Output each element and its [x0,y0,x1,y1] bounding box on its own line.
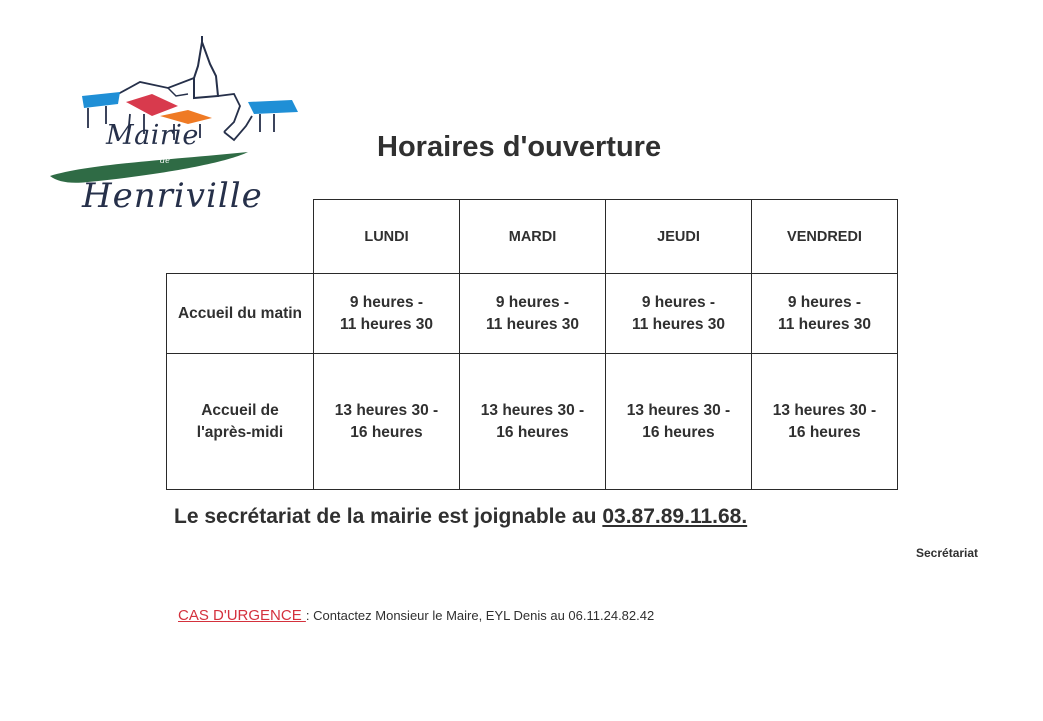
hours-line: 16 heures [350,423,423,441]
opening-hours-table [166,199,898,490]
row-label-line: l'après-midi [196,423,284,441]
hours-line: 13 heures 30 - [480,401,585,419]
row-label-morning [167,274,314,354]
urgence-text: Contactez Monsieur le Maire, EYL Denis au 06.11.24.82.42 [313,608,655,623]
hours-cell [752,274,898,354]
logo-text-de: de [160,156,170,165]
hours-line: 11 heures 30 [339,315,434,333]
hours-line: 13 heures 30 - [334,401,439,419]
day-header: LUNDI [314,200,460,274]
hours-line: 9 heures - [495,293,570,311]
row-label-line: Accueil de [201,401,279,419]
table-header-row [167,200,898,274]
hours-line: 16 heures [788,423,861,441]
row-label-afternoon [167,354,314,490]
hours-cell [314,274,460,354]
contact-text: Le secrétariat de la mairie est joignable au [174,505,603,528]
hours-line: 16 heures [496,423,569,441]
table-row-morning [167,274,898,354]
day-header: JEUDI [606,200,752,274]
hours-cell [606,354,752,490]
hours-cell [460,354,606,490]
signature: Secrétariat [916,546,979,560]
hours-line: 11 heures 30 [485,315,580,333]
table-corner-cell [167,200,314,274]
phone-number: 03.87.89.11.68. [602,505,748,528]
hours-line: 11 heures 30 [777,315,872,333]
hours-cell [606,274,752,354]
urgence-line [178,607,654,624]
mairie-logo [48,36,308,221]
urgence-separator: : [305,608,314,623]
table-row-afternoon [167,354,898,490]
contact-line [174,505,747,529]
page-title: Horaires d'ouverture [377,131,662,163]
hours-line: 9 heures - [641,293,716,311]
day-header: VENDREDI [752,200,898,274]
hours-line: 9 heures - [349,293,424,311]
hours-line: 13 heures 30 - [626,401,731,419]
hours-line: 13 heures 30 - [772,401,877,419]
hours-cell [752,354,898,490]
hours-line: 11 heures 30 [631,315,726,333]
hours-cell [460,274,606,354]
hours-cell [314,354,460,490]
row-label-line: Accueil du matin [177,304,303,322]
hours-line: 9 heures - [787,293,862,311]
hours-line: 16 heures [642,423,715,441]
logo-text-mairie: Mairie [106,120,199,151]
day-header: MARDI [460,200,606,274]
logo-text-henriville: Henriville [82,176,263,216]
urgence-label: CAS D'URGENCE [178,607,306,624]
